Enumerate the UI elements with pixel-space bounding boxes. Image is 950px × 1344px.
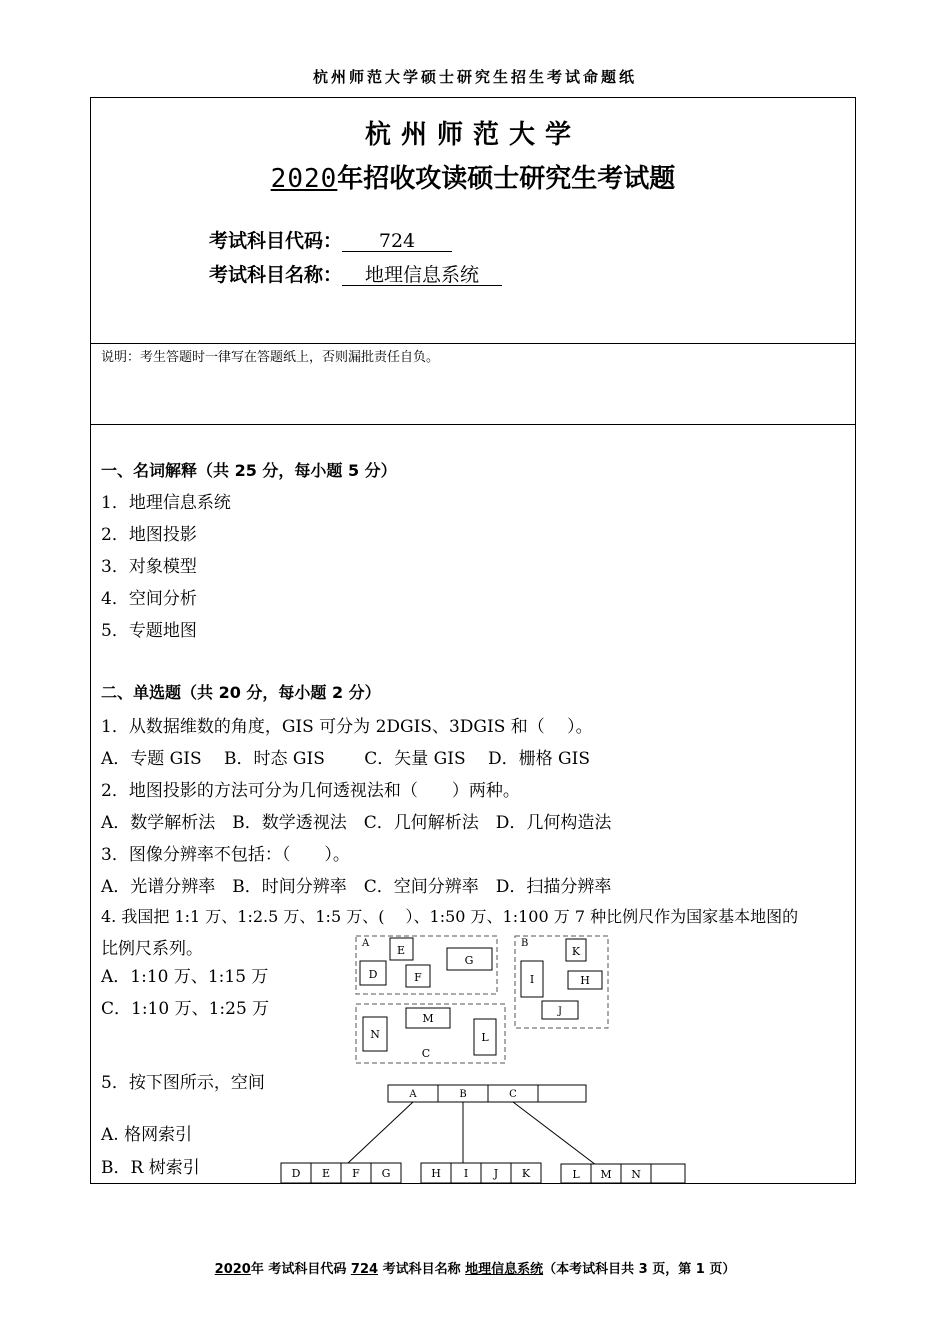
- term-item: 3．对象模型: [101, 557, 197, 577]
- note-text: 说明：考生答题时一律写在答题纸上，否则漏批责任自负。: [101, 350, 440, 365]
- leaf-label: M: [600, 1168, 612, 1181]
- group-label: B: [521, 938, 529, 949]
- question-options: A．光谱分辨率 B．时间分辨率 C．空间分辨率 D．扫描分辨率: [101, 877, 612, 897]
- question-options: A．1:10 万、1:15 万: [101, 967, 269, 987]
- leaf-node-1: [281, 1163, 401, 1183]
- subject-name-row: [209, 260, 502, 287]
- page-header: 杭州师范大学硕士研究生招生考试命题纸: [312, 68, 637, 86]
- leaf-label: K: [521, 1167, 531, 1180]
- note-section: [91, 343, 855, 425]
- leaf-label: E: [321, 1167, 331, 1180]
- footer-name: 地理信息系统: [465, 1262, 544, 1277]
- leaf-label: I: [463, 1167, 469, 1180]
- question-line: 4. 我国把 1:1 万、1:2.5 万、1:5 万、( ）、1:50 万、1:100 万 7 种比例尺作为国家基本地图的: [101, 907, 799, 926]
- rect-label: G: [464, 954, 474, 967]
- subject-name-label: 考试科目名称：: [209, 264, 343, 286]
- university-name: 杭州师范大学: [364, 120, 581, 150]
- rect-label: I: [529, 973, 535, 986]
- leaf-node-3: [561, 1164, 685, 1183]
- rtree-figure: [276, 933, 696, 1183]
- footer-year: 2020: [214, 1262, 251, 1277]
- title-section: [91, 98, 855, 344]
- question-line: 3．图像分辨率不包括：（ ）。: [101, 845, 350, 865]
- footer-name-label: 考试科目名称: [378, 1262, 466, 1277]
- figure-backdrop: [277, 934, 696, 1183]
- section1-heading: 一、名词解释（共 25 分，每小题 5 分）: [101, 461, 397, 480]
- question-options: B．R 树索引: [101, 1158, 200, 1178]
- rect-label: K: [571, 945, 581, 958]
- question-line: 比例尺系列。: [101, 939, 203, 959]
- rect-label: E: [396, 944, 406, 957]
- root-entry-label: B: [459, 1089, 467, 1100]
- rect-label: F: [414, 971, 422, 984]
- subject-code-label: 考试科目代码：: [209, 230, 343, 252]
- question-line: 5．按下图所示，空间: [101, 1073, 265, 1093]
- rect-label: L: [481, 1031, 489, 1044]
- footer-pages: （本考试科目共 3 页，第 1 页）: [543, 1262, 736, 1277]
- rect-label: D: [368, 968, 378, 981]
- leaf-label: H: [431, 1167, 441, 1180]
- term-item: 4．空间分析: [101, 589, 197, 609]
- leaf-label: L: [572, 1168, 580, 1181]
- term-item: 5．专题地图: [101, 621, 197, 641]
- rect-label: N: [370, 1028, 380, 1041]
- question-options: A. 格网索引: [101, 1125, 193, 1145]
- group-label: A: [362, 938, 370, 949]
- question-line: 1．从数据维数的角度，GIS 可分为 2DGIS、3DGIS 和（ ）。: [101, 717, 593, 737]
- leaf-label: G: [381, 1167, 391, 1180]
- root-entry-label: A: [409, 1089, 417, 1100]
- leaf-label: D: [291, 1167, 301, 1180]
- exam-title: [91, 158, 855, 195]
- rect-label: J: [557, 1006, 563, 1017]
- root-entry-label: C: [509, 1089, 517, 1100]
- term-item: 1．地理信息系统: [101, 493, 231, 513]
- section2-heading: 二、单选题（共 20 分，每小题 2 分）: [101, 683, 381, 702]
- root-entry: [538, 1085, 586, 1102]
- subject-code-value: 724: [342, 231, 452, 252]
- question-options: A．数学解析法 B．数学透视法 C．几何解析法 D．几何构造法: [101, 813, 612, 833]
- page-footer: [0, 1258, 950, 1277]
- footer-code-label: 年 考试科目代码: [250, 1262, 351, 1277]
- subject-name-value: 地理信息系统: [342, 265, 502, 286]
- leaf-label: F: [352, 1167, 360, 1180]
- leaf-node-2: [421, 1163, 541, 1183]
- question-options: A．专题 GIS B．时态 GIS C．矢量 GIS D．栅格 GIS: [101, 749, 590, 769]
- rect-label: H: [580, 974, 590, 987]
- footer-code: 724: [350, 1262, 379, 1277]
- exam-frame: [90, 97, 856, 1184]
- rect-label: M: [422, 1012, 434, 1025]
- subject-code-row: [209, 226, 452, 253]
- leaf-label: N: [631, 1168, 641, 1181]
- exam-title-text: 年招收攻读硕士研究生考试题: [337, 164, 676, 194]
- group-label: C: [421, 1047, 431, 1060]
- question-options: C．1:10 万、1:25 万: [101, 999, 270, 1019]
- term-item: 2．地图投影: [101, 525, 197, 545]
- question-line: 2．地图投影的方法可分为几何透视法和（ ）两种。: [101, 781, 520, 801]
- exam-year: 2020: [270, 164, 338, 194]
- leaf-label: J: [493, 1167, 499, 1180]
